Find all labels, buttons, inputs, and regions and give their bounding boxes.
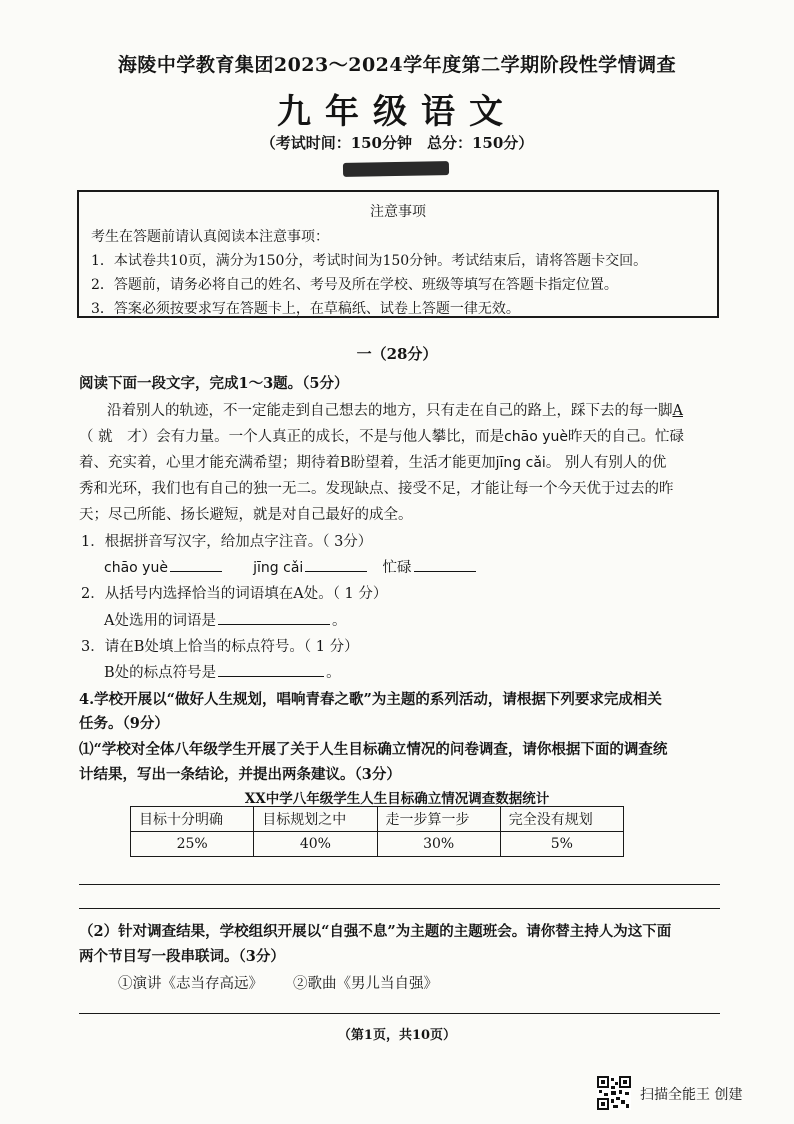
answer-blank[interactable] [218,662,324,677]
exam-info: （考试时间：150分钟 总分：150分） [260,134,534,152]
question-1-blanks [104,556,478,577]
question-4-stem-line-2: 任务。（9分） [79,715,169,732]
passage-text: （ 就 才）会有力量。一个人真正的成长，不是与他人攀比，而是 [79,429,505,445]
question-4-2-line-1: （2）针对调查结果，学校组织开展以“自强不息”为主题的主题班会。请你替主持人为这下面 [79,923,672,940]
answer-blank[interactable] [414,557,476,572]
answer-blank[interactable] [170,557,222,572]
notice-intro: 考生在答题前请认真阅读本注意事项： [91,229,329,245]
question-3-stem: 3．请在B处填上恰当的标点符号。（ 1 分） [81,639,359,655]
reading-instruction: 阅读下面一段文字，完成1～3题。（5分） [79,375,349,392]
redacted-mark [343,161,449,177]
answer-end: 。 [331,613,347,629]
section-title: 一（28分） [356,345,438,363]
survey-table [130,806,624,857]
qr-code-icon [597,1076,631,1110]
passage-line-1 [107,399,683,420]
answer-line[interactable] [79,908,720,909]
pinyin-prompt-1: chāo yuè [104,560,168,576]
question-4-2-line-2: 两个节目写一段串联词。（3分） [79,948,285,965]
table-value-row [131,832,624,857]
table-header-cell: 完全没有规划 [500,807,623,832]
page-bottom-rule [79,1013,720,1014]
answer-blank[interactable] [218,610,330,625]
question-3-answer [104,661,341,682]
table-value-cell: 25% [131,832,254,857]
passage-line-4: 秀和光环，我们也有自己的独一无二。发现缺点、接受不足，才能让每一个今天优于过去的昨 [79,481,674,497]
table-value-cell: 5% [500,832,623,857]
program-2: ②歌曲《男儿当自强》 [293,976,438,992]
notice-item-3: 3．答案必须按要求写在答题卡上，在草稿纸、试卷上答题一律无效。 [91,301,520,317]
table-value-cell: 40% [254,832,377,857]
answer-end: 。 [326,665,341,681]
subject-title: 九年级语文 [277,92,517,132]
question-2-answer [104,609,346,630]
question-1-stem: 1．根据拼音写汉字，给加点字注音。（ 3分） [81,534,373,550]
passage-line-5: 天；尽己所能、扬长避短，就是对自己最好的成全。 [79,507,413,523]
notice-item-1: 1．本试卷共10页，满分为150分，考试时间为150分钟。考试结束后，请将答题卡交回。 [91,253,648,269]
notice-item-2: 2．答题前，请务必将自己的姓名、考号及所在学校、班级等填写在答题卡指定位置。 [91,277,618,293]
school-title: 海陵中学教育集团2023～2024学年度第二学期阶段性学情调查 [117,54,677,76]
char-prompt-3: 忙碌 [382,560,412,576]
table-value-cell: 30% [377,832,500,857]
answer-label: A处选用的词语是 [104,613,216,629]
program-1: ①演讲《志当存高远》 [118,976,263,992]
table-title: XX中学八年级学生人生目标确立情况调查数据统计 [244,791,550,807]
passage-text: 沿着别人的轨迹，不一定能走到自己想去的地方，只有走在自己的路上，踩下去的每一脚 [107,403,673,419]
passage-text: 着、充实着，心里才能充满希望；期待着B盼望着，生活才能更加 [79,455,496,471]
pinyin-jingcai: jīng cǎi [495,455,546,471]
notice-box [77,190,719,318]
page-number: （第1页，共10页） [337,1028,457,1043]
table-header-cell: 走一步算一步 [377,807,500,832]
table-header-cell: 目标十分明确 [131,807,254,832]
question-4-1-line-1: ⑴“学校对全体八年级学生开展了关于人生目标确立情况的问卷调查，请你根据下面的调查统 [79,741,668,758]
question-4-stem-line-1: 4.学校开展以“做好人生规划，唱响青春之歌”为主题的系列活动，请根据下列要求完成相关 [79,691,662,708]
passage-text: 昨天的自己。忙碌 [568,429,685,445]
scanner-watermark-label: 扫描全能王 创建 [640,1087,743,1103]
passage-text: 。 别人有别人的优 [545,455,667,471]
answer-blank[interactable] [305,557,367,572]
table-header-row [131,807,624,832]
answer-line[interactable] [79,884,720,885]
pinyin-chaoyue: chāo yuè [504,429,569,445]
table-header-cell: 目标规划之中 [254,807,377,832]
pinyin-prompt-2: jīng cǎi [253,560,304,576]
answer-label: B处的标点符号是 [104,665,217,681]
question-2-stem: 2．从括号内选择恰当的词语填在A处。（ 1 分） [81,586,388,602]
notice-title: 注意事项 [370,204,426,220]
passage-line-3 [79,451,666,472]
marker-a: A [672,403,683,419]
passage-line-2 [79,425,684,446]
question-4-1-line-2: 计结果，写出一条结论，并提出两条建议。（3分） [79,766,401,783]
